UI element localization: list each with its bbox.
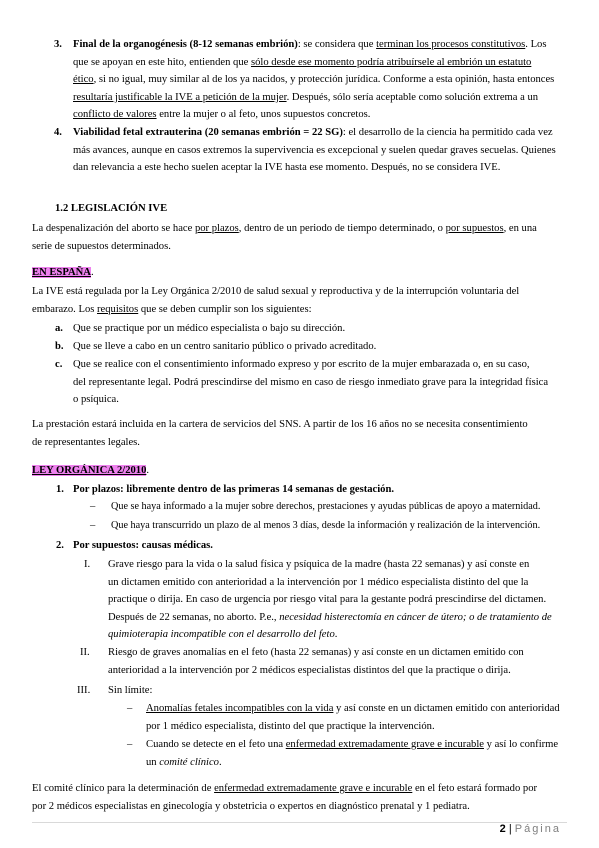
- section-heading: 1.2 LEGISLACIÓN IVE: [55, 203, 168, 214]
- requirement-b: Que se lleve a cabo en un centro sanitario público o privado acreditado.: [73, 341, 377, 352]
- plazos-item: Por plazos: libremente dentro de las primeras 14 semanas de gestación.: [73, 484, 395, 495]
- sin-limite-2-line-1: [146, 736, 567, 754]
- underlined-text: enfermedad extremadamente grave e incurable: [214, 783, 413, 794]
- sin-limite-2-line-2: [146, 754, 567, 772]
- text-run: : el desarrollo de la ciencia ha permitido cada vez: [342, 127, 553, 138]
- text-run: en el feto estará formado por: [412, 783, 538, 794]
- roman-marker-1: I.: [84, 559, 91, 570]
- prestacion-paragraph: [32, 416, 567, 451]
- spain-paragraph: [32, 283, 567, 318]
- text-run: .: [146, 465, 150, 476]
- text-run: Después de 22 semanas, no aborto. P.e.,: [108, 611, 280, 623]
- item-4-text: [73, 124, 567, 177]
- closing-line-1: [32, 780, 567, 798]
- list-number-4: 4.: [54, 127, 62, 138]
- sin-limite-1: [146, 700, 567, 735]
- supuesto-1: [108, 556, 567, 644]
- footer-separator: |: [508, 823, 512, 835]
- supuesto-2-line-2: anterioridad a la intervención por 2 médicos especialistas distintos del que la practique o dirija.: [108, 664, 511, 676]
- text-run: El comité clínico para la determinación de: [32, 783, 215, 794]
- item-3-text: [73, 36, 567, 124]
- sin-limite-2: [146, 736, 567, 771]
- underlined-text: por plazos: [194, 223, 239, 234]
- text-run: .: [334, 629, 338, 641]
- supuestos-item: Por supuestos: causas médicas.: [73, 540, 213, 551]
- intro-paragraph: [32, 220, 567, 255]
- plazos-condition-1: Que se haya informado a la mujer sobre derechos, prestaciones y ayudas públicas de apoyo a maternidad.: [111, 501, 541, 512]
- text-run: embarazo. Los: [32, 303, 98, 315]
- page-number: 2: [499, 823, 506, 835]
- plazos-condition-2: Que haya transcurrido un plazo de al menos 3 días, desde la información y realización de la intervención.: [111, 520, 541, 531]
- item-3-line-1: [73, 36, 567, 54]
- spain-line-2: [32, 301, 567, 319]
- dash-bullet: –: [90, 501, 96, 512]
- sin-limite-1-line-2: por 1 médico especialista, distinto del que practique la intervención.: [146, 720, 435, 732]
- intro-line-1: [32, 220, 567, 238]
- item-4-line-2: más avances, aunque en casos extremos la supervivencia es excepcional y suelen quedar graves secuelas. Quienes: [73, 144, 556, 156]
- underlined-text: enfermedad extremadamente grave e incurable: [285, 739, 484, 750]
- closing-paragraph: [32, 780, 567, 815]
- underlined-text: conflicto de valores: [73, 109, 157, 121]
- sin-limite-1-line-1: [146, 700, 567, 718]
- list-marker-c: c.: [55, 359, 63, 370]
- item-3-title: Final de la organogénesis (8-12 semanas embrión): [73, 39, 298, 50]
- text-run: , dentro de un periodo de tiempo determinado, o: [238, 223, 446, 234]
- item-3-line-5: [73, 106, 567, 124]
- roman-marker-3: III.: [77, 685, 91, 696]
- spain-line-1: La IVE está regulada por la Ley Orgánica 2/2010 de salud sexual y reproductiva y de la interrupción voluntaria del: [32, 286, 520, 297]
- underlined-text: Anomalías fetales incompatibles con la vida: [146, 703, 334, 714]
- page-label: Página: [514, 823, 561, 835]
- text-run: . Después, sólo sería aceptable como solución extrema a un: [286, 91, 539, 103]
- ley-heading: [32, 462, 149, 480]
- item-4-line-1: [73, 124, 567, 142]
- footer-divider: [32, 822, 567, 823]
- list-marker-b: b.: [55, 341, 64, 352]
- dash-bullet: –: [127, 703, 133, 714]
- italic-text: comité clínico: [159, 756, 219, 768]
- list-marker-a: a.: [55, 323, 63, 334]
- page-footer: [500, 822, 561, 836]
- text-run: un: [146, 756, 160, 768]
- item-4-title: Viabilidad fetal extrauterina (20 semanas embrión = 22 SG): [73, 127, 343, 138]
- roman-marker-2: II.: [80, 647, 90, 658]
- prestacion-line-1: La prestación estará incluida en la cartera de servicios del SNS. A partir de los 16 años no se necesita consentimiento: [32, 419, 528, 430]
- underlined-text: terminan los procesos constitutivos: [376, 39, 526, 50]
- text-run: , si no igual, muy similar al de los ya nacidos, y protección jurídica. Conforme a esta opinión, hasta entonces: [93, 74, 555, 86]
- closing-line-2: por 2 médicos especialistas en ginecología y obstetricia o expertos en diagnóstico prenatal y 1 pediatra.: [32, 800, 470, 812]
- list-number-2: 2.: [56, 540, 64, 551]
- supuesto-2: [108, 644, 567, 679]
- text-run: : se considera que: [297, 39, 377, 50]
- underlined-text: ético: [73, 74, 94, 86]
- supuesto-1-line-2: un dictamen emitido con anterioridad a la intervención por 1 médico especialista distinto del que la: [108, 576, 529, 588]
- supuesto-1-line-5: [108, 626, 567, 644]
- underlined-text: por supuestos: [445, 223, 504, 234]
- text-run: y así lo confirme: [483, 739, 559, 750]
- dash-bullet: –: [90, 520, 96, 531]
- italic-text: necesidad histerectomía en cáncer de útero; o de tratamiento de: [279, 611, 552, 623]
- highlighted-heading: EN ESPAÑA: [32, 267, 91, 278]
- spain-heading: [32, 264, 94, 282]
- item-3-line-3: [73, 71, 567, 89]
- item-3-line-2: [73, 54, 567, 72]
- text-run: .: [90, 267, 94, 278]
- text-run: que se apoyan en este hito, entienden que: [73, 56, 251, 68]
- list-number-1: 1.: [56, 484, 64, 495]
- requirement-c: [73, 356, 567, 409]
- text-run: La despenalización del aborto se hace: [32, 223, 195, 234]
- text-run: Cuando se detecte en el feto una: [146, 739, 286, 750]
- supuesto-1-line-4: [108, 609, 567, 627]
- text-run: . Los: [525, 39, 547, 50]
- prestacion-line-2: de representantes legales.: [32, 436, 140, 448]
- item-3-line-4: [73, 89, 567, 107]
- underlined-text: resultaría justificable la IVE a petición de la mujer: [73, 91, 287, 103]
- text-run: , en una: [503, 223, 537, 234]
- supuesto-2-line-1: Riesgo de graves anomalías en el feto (hasta 22 semanas) y así conste en un dictamen emitido con: [108, 647, 524, 658]
- supuesto-1-line-1: Grave riesgo para la vida o la salud física y psíquica de la madre (hasta 22 semanas) y así conste en: [108, 559, 530, 570]
- requirement-c-line-3: o psíquica.: [73, 394, 119, 406]
- requirement-c-line-2: del representante legal. Podrá prescindirse del mismo en caso de riesgo inmediato grave para la integridad física: [73, 376, 549, 388]
- sin-limite: Sin límite:: [108, 685, 153, 696]
- supuesto-1-line-3: practique o dirija. En caso de urgencia por riesgo vital para la gestante podrá prescindirse del dictamen.: [108, 594, 547, 606]
- underlined-text: sólo desde ese momento podría atribuírsele al embrión un estatuto: [250, 56, 532, 68]
- dash-bullet: –: [127, 739, 133, 750]
- highlighted-heading: LEY ORGÁNICA 2/2010: [32, 465, 147, 476]
- text-run: que se deben cumplir son los siguientes:: [138, 303, 312, 315]
- text-run: .: [218, 756, 222, 768]
- text-run: y así conste en un dictamen emitido con anterioridad: [333, 703, 560, 714]
- requirement-a: Que se practique por un médico especialista o bajo su dirección.: [73, 323, 346, 334]
- intro-line-2: serie de supuestos determinados.: [32, 240, 171, 252]
- text-run: entre la mujer o al feto, unos supuestos concretos.: [156, 109, 371, 121]
- underlined-text: requisitos: [97, 303, 139, 315]
- list-number-3: 3.: [54, 39, 62, 50]
- requirement-c-line-1: Que se realice con el consentimiento informado expreso y por escrito de la mujer embarazada o, en su caso,: [73, 359, 530, 370]
- item-4-line-3: dan relevancia a este hecho suelen aceptar la IVE hasta ese momento. Después, no se considera IVE.: [73, 162, 501, 174]
- italic-text: quimioterapia incompatible con el desarrollo del feto: [108, 629, 335, 641]
